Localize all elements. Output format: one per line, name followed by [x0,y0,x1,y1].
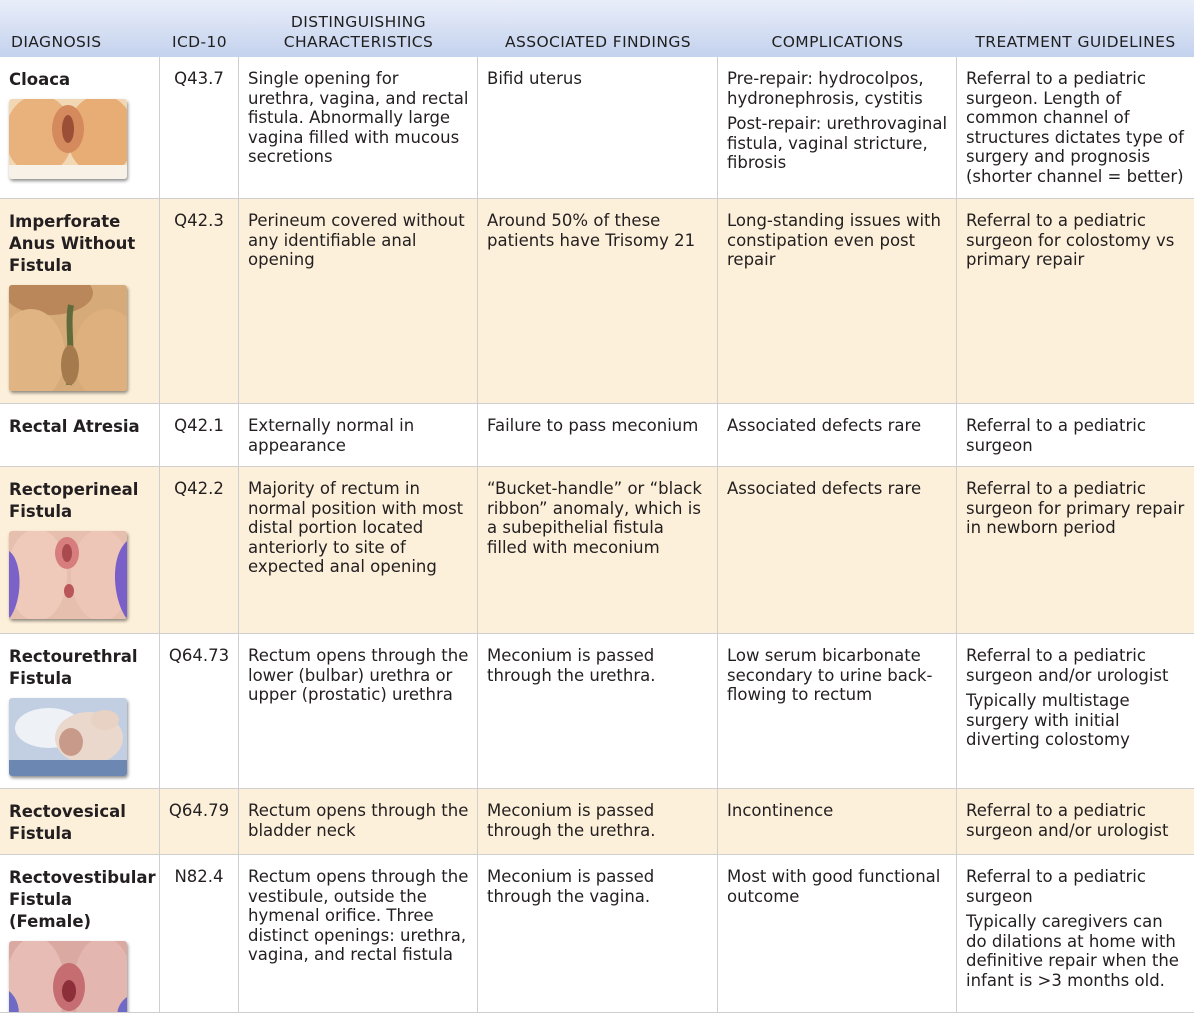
diagnosis-cell [0,57,160,199]
diagnosis-cell [0,789,160,855]
photo-rectoperineal [9,531,127,619]
icd-code-cell: Q64.79 [160,789,239,855]
cell-paragraph: Typically multistage surgery with initial diverting colostomy [966,691,1130,750]
complications-cell [718,855,957,1013]
findings-cell: Bifid uterus [478,57,718,199]
complications-cell [718,789,957,855]
treatment-cell [957,57,1194,199]
findings-cell: Meconium is passed through the urethra. [478,789,718,855]
cell-paragraph: Typically caregivers can do dilations at home with definitive repair when the infant is >3 months old. [966,912,1179,990]
cell-paragraph: Low serum bicarbonate secondary to urine back-flowing to rectum [727,646,933,705]
cell-paragraph: Associated defects rare [727,416,922,435]
icd-code-cell: Q42.2 [160,467,239,634]
header-complications: COMPLICATIONS [718,0,957,57]
cell-paragraph: Referral to a pediatric surgeon for primary repair in newborn period [966,479,1185,538]
cell-paragraph: Incontinence [727,801,834,820]
diagnosis-name: Rectoperineal Fistula [9,480,139,521]
photo-slot [9,941,151,1013]
cell-paragraph: Referral to a pediatric surgeon [966,416,1146,455]
treatment-cell [957,855,1194,1013]
treatment-cell [957,789,1194,855]
cell-paragraph: Pre-repair: hydrocolpos, hydronephrosis, cystitis [727,69,924,108]
cell-paragraph: Referral to a pediatric surgeon and/or urologist [966,646,1169,685]
distinguishing-cell: Rectum opens through the lower (bulbar) urethra or upper (prostatic) urethra [239,634,478,789]
distinguishing-cell: Single opening for urethra, vagina, and rectal fistula. Abnormally large vagina filled with mucous secretions [239,57,478,199]
treatment-cell [957,199,1194,404]
header-treatment-guidelines: TREATMENT GUIDELINES [957,0,1194,57]
diagnosis-name: Rectovesical Fistula [9,802,126,843]
photo-slot [9,99,151,179]
complications-cell [718,404,957,467]
distinguishing-cell: Rectum opens through the vestibule, outside the hymenal orifice. Three distinct openings: urethra, vagina, and rectal fistula [239,855,478,1013]
diagnosis-cell [0,199,160,404]
icd-code-cell: Q42.3 [160,199,239,404]
cell-paragraph: Referral to a pediatric surgeon and/or urologist [966,801,1169,840]
diagnosis-cell [0,855,160,1013]
diagnosis-cell [0,404,160,467]
diagnosis-name: Imperforate Anus Without Fistula [9,212,136,275]
findings-cell: Failure to pass meconium [478,404,718,467]
complications-cell [718,199,957,404]
diagnosis-name: Rectal Atresia [9,417,140,436]
distinguishing-cell: Perineum covered without any identifiable anal opening [239,199,478,404]
cell-paragraph: Long-standing issues with constipation even post repair [727,211,941,270]
icd-code-cell: Q42.1 [160,404,239,467]
photo-slot [9,285,151,391]
complications-cell [718,634,957,789]
header-diagnosis: DIAGNOSIS [0,0,160,57]
header-distinguishing-label: DISTINGUISHING CHARACTERISTICS [283,13,434,51]
header-icd10: ICD-10 [160,0,239,57]
photo-rectourethral [9,698,127,776]
complications-cell [718,467,957,634]
cell-paragraph: Most with good functional outcome [727,867,941,906]
cell-paragraph: Referral to a pediatric surgeon for colostomy vs primary repair [966,211,1175,270]
distinguishing-cell: Majority of rectum in normal position with most distal portion located anteriorly to site of expected anal opening [239,467,478,634]
cell-paragraph: Referral to a pediatric surgeon. Length of common channel of structures dictates type of surgery and prognosis (shorter channel = better) [966,69,1184,186]
cell-paragraph: Referral to a pediatric surgeon [966,867,1146,906]
distinguishing-cell: Rectum opens through the bladder neck [239,789,478,855]
treatment-cell [957,467,1194,634]
findings-cell: Meconium is passed through the vagina. [478,855,718,1013]
treatment-cell [957,404,1194,467]
treatment-cell [957,634,1194,789]
header-distinguishing-characteristics [239,0,478,57]
photo-imperforate-anus [9,285,127,391]
icd-code-cell: Q64.73 [160,634,239,789]
photo-rectovestibular [9,941,127,1013]
icd-code-cell: Q43.7 [160,57,239,199]
cell-paragraph: Associated defects rare [727,479,922,498]
distinguishing-cell: Externally normal in appearance [239,404,478,467]
diagnosis-name: Rectourethral Fistula [9,647,138,688]
header-associated-findings: ASSOCIATED FINDINGS [478,0,718,57]
findings-cell: Around 50% of these patients have Trisomy 21 [478,199,718,404]
diagnosis-cell [0,634,160,789]
diagnosis-cell [0,467,160,634]
findings-cell: Meconium is passed through the urethra. [478,634,718,789]
diagnosis-name: Rectovestibular Fistula (Female) [9,868,156,931]
cell-paragraph: Post-repair: urethrovaginal fistula, vaginal stricture, fibrosis [727,114,948,173]
photo-slot [9,531,151,619]
findings-cell: “Bucket-handle” or “black ribbon” anomaly, which is a subepithelial fistula filled with meconium [478,467,718,634]
icd-code-cell: N82.4 [160,855,239,1013]
photo-cloaca [9,99,127,179]
diagnosis-name: Cloaca [9,70,71,89]
photo-slot [9,698,151,776]
complications-cell [718,57,957,199]
